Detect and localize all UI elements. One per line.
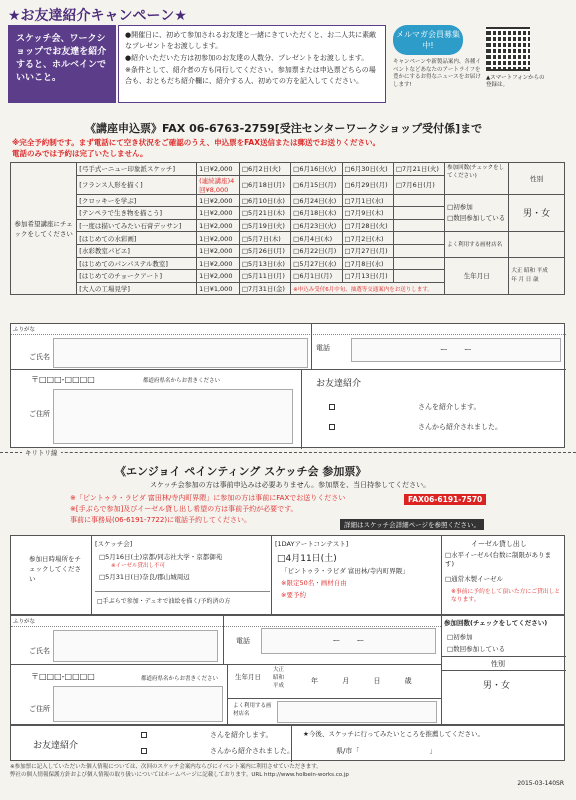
friend2-block <box>10 725 565 761</box>
course-price <box>197 219 240 232</box>
birth2-label: 生年月日 <box>235 673 261 681</box>
course-name <box>77 282 197 295</box>
course-date[interactable] <box>239 232 290 245</box>
course-name-text: [はじめての水彩画] <box>79 234 137 243</box>
sex2-value[interactable]: 男・女 <box>483 681 511 691</box>
course-note-1: ※完全予約制です。まず電話にて空き状況をご確認のうえ、申込票をFAX送信または郵送でお送りください。 <box>12 138 380 147</box>
friend2-option-1-text: さんを紹介します。 <box>210 731 273 739</box>
course-name <box>77 257 197 270</box>
sketch-note-2: ※[手ぶらで参加]及びイーゼル貸し出し希望の方は事前予約が必要です。 <box>70 505 298 513</box>
course-date[interactable] <box>342 219 393 232</box>
count-repeat[interactable]: □数回参加している <box>447 213 506 222</box>
course-price-text: 1日¥2,000 <box>199 196 233 205</box>
friend2-title: お友達紹介 <box>33 741 79 751</box>
course-date-text: □5月21日(木) <box>241 209 285 218</box>
address2-field[interactable] <box>53 686 223 722</box>
postal2-field[interactable]: 〒□□□-□□□□ <box>31 672 95 681</box>
course-date[interactable] <box>239 194 290 207</box>
course-name-text: [水彩教室パビエ] <box>79 247 130 256</box>
course-date-text: □5月27日(水) <box>293 259 337 268</box>
sex-value[interactable] <box>509 194 565 232</box>
course-price-text: 1日¥2,000 <box>199 165 233 174</box>
course-date-text: □5月19日(火) <box>241 222 285 231</box>
course-date-text: □7月31日(金) <box>241 285 285 294</box>
course-date[interactable] <box>291 257 342 270</box>
sketch-note-3: 事前に事務局(06-6191-7722)に電話予約してください。 <box>70 516 252 524</box>
course-name <box>77 232 197 245</box>
course-date-text: □7月21日(火) <box>395 165 439 174</box>
course-date-text: □6月23日(火) <box>293 222 337 231</box>
course-date[interactable] <box>239 219 290 232</box>
course-price-text: 1日¥1,000 <box>199 285 233 294</box>
tel2-label: 電話 <box>236 637 250 645</box>
course-name-text: [フランス人形を描く] <box>79 181 143 190</box>
furigana2-label: ふりがな <box>13 619 36 625</box>
course-price <box>197 207 240 220</box>
campaign-details <box>118 25 386 103</box>
course-name <box>77 270 197 283</box>
course-date[interactable] <box>291 232 342 245</box>
course-table <box>10 162 565 295</box>
course-left-label-text: 参加希望講座にチェックをしてください <box>14 219 73 238</box>
course-date[interactable] <box>393 219 444 232</box>
shop2-field[interactable] <box>277 701 437 723</box>
friend-intro-1-text: さんを紹介します。 <box>418 403 481 411</box>
easel-option-1[interactable]: □水平イーゼル(台数に制限があります) <box>445 551 552 568</box>
friend2-option-1-checkbox[interactable] <box>141 732 147 738</box>
sex-head-text: 性別 <box>530 174 544 183</box>
easel-head: イーゼル貸し出し <box>471 540 527 548</box>
course-price <box>197 194 240 207</box>
course-name <box>77 163 197 176</box>
friend-intro-2[interactable] <box>329 422 502 432</box>
course-date[interactable] <box>239 244 290 257</box>
name2-field[interactable] <box>53 630 218 662</box>
course-price-text: (連続講座)4回¥8,000 <box>199 176 235 194</box>
birth-label <box>445 257 509 295</box>
oneday-place: 「ピントゥラ・ラビダ 富田林/寺内町界隈」 <box>281 567 409 575</box>
qr-caption: ▲スマートフォンからの登録は。 <box>486 75 545 88</box>
participant-block <box>10 615 565 725</box>
friend2-option-2-checkbox[interactable] <box>141 748 147 754</box>
course-date[interactable] <box>342 163 393 176</box>
course-date[interactable] <box>239 270 290 283</box>
course-date-note <box>291 282 445 295</box>
course-date[interactable] <box>393 163 444 176</box>
campaign-banner <box>8 5 568 105</box>
course-name <box>77 219 197 232</box>
course-date-text: □6月29日(月) <box>344 181 388 190</box>
course-name-text: [クロッキーを学ぶ] <box>79 196 137 205</box>
course-date-text: □6月15日(月) <box>293 181 337 190</box>
cut-line-label: キリトリ線 <box>22 448 61 457</box>
footer <box>10 763 570 779</box>
course-price <box>197 257 240 270</box>
count-head-text: 参加回数(チェックをしてください) <box>447 165 505 179</box>
sketch-option-3[interactable]: □手ぶらで参加・デュオで油絵を描く/予約済の方 <box>97 598 231 605</box>
oneday-limit: ※限定50名・画材自由 <box>281 579 347 587</box>
fax-number-badge: FAX06-6191-7570 <box>404 494 486 505</box>
course-date[interactable] <box>291 194 342 207</box>
course-date-text: □5月11日(月) <box>241 272 285 281</box>
course-date-text: □6月22日(月) <box>293 247 337 256</box>
course-date-text: □6月24日(水) <box>293 196 337 205</box>
shop2-label: よく利用する画材店名 <box>233 703 272 717</box>
course-price-text: 1日¥2,000 <box>199 209 233 218</box>
course-date-text: □6月18日(月) <box>241 181 285 190</box>
recommend-field[interactable]: 県/市「 」 <box>336 747 437 755</box>
friend2-option-1[interactable] <box>141 730 272 740</box>
birth-label-text: 生年月日 <box>463 272 490 281</box>
campaign-point-1: ●開催日に、初めて参加されるお友達と一緒にきていただくと、お二人共に素敵なプレゼントをお渡しします。 <box>125 31 377 50</box>
course-price <box>197 244 240 257</box>
course-date-text: □6月18日(木) <box>293 209 337 218</box>
footer-line-2: 弊社の個人情報保護方針および個人情報の取り扱いについてはホームページに記載しております。URL http://www.holbein-works.co.jp <box>10 772 349 778</box>
course-date[interactable] <box>239 282 290 295</box>
course-date[interactable] <box>239 207 290 220</box>
doc-code: 2015-03-140SR <box>517 780 564 787</box>
course-note-2: 電話のみでは予約は完了いたしません。 <box>12 149 148 158</box>
recommend-label: ★今後、スケッチに行ってみたいところを推薦してください。 <box>303 730 485 738</box>
course-name-text: [大人の工場見学] <box>79 285 130 294</box>
course-date[interactable] <box>393 194 444 207</box>
tel-field[interactable]: ー ー <box>351 338 561 362</box>
applicant-block <box>10 323 565 448</box>
course-price <box>197 270 240 283</box>
course-price <box>197 163 240 176</box>
oneday-reserve: ※要予約 <box>281 591 306 599</box>
detail-badge: 詳細はスケッチ会詳細ページを参照ください。 <box>340 519 484 530</box>
course-date-text: □7月27日(月) <box>344 247 388 256</box>
address-label: ご住所 <box>29 410 50 418</box>
course-row <box>11 232 565 245</box>
course-date-text: □7月28日(火) <box>344 222 388 231</box>
shop-label-text: よく利用する画材店名 <box>447 242 503 249</box>
birth-ymd: 年 月 日 歳 <box>511 276 539 283</box>
mailmag-text: キャンペーンや新製品案内、各種イベントなどあなたのアートライフを豊かにするお得なニュースをお届けします! <box>393 59 481 88</box>
course-row <box>11 257 565 270</box>
course-date[interactable] <box>291 175 342 194</box>
course-date-text: □6月4日(木) <box>293 234 333 243</box>
sketch-form-title: 《エンジョイ ペインティング スケッチ会 参加票》 <box>115 465 367 478</box>
course-date[interactable] <box>342 257 393 270</box>
course-price-text: 1日¥2,000 <box>199 259 233 268</box>
course-date[interactable] <box>342 175 393 194</box>
name-field[interactable] <box>53 338 308 368</box>
birth2-era: 大正 昭和 平成 <box>273 667 285 689</box>
campaign-title: ★お友達紹介キャンペーン★ <box>8 8 187 24</box>
course-date[interactable] <box>342 232 393 245</box>
course-date-text: □5月26日(月) <box>241 247 285 256</box>
course-date[interactable] <box>291 207 342 220</box>
course-date-text: □6月16日(火) <box>293 165 337 174</box>
course-name-text: [はじめてのチョークアート] <box>79 272 162 281</box>
course-date-text: □6月1日(月) <box>293 272 333 281</box>
course-date[interactable] <box>239 175 290 194</box>
course-row <box>11 194 565 207</box>
oneday-option[interactable]: □4月11日(土) <box>277 554 337 564</box>
course-date-text: □7月9日(木) <box>344 209 384 218</box>
course-date-text: □6月10日(水) <box>241 196 285 205</box>
course-date-text: □7月8日(水) <box>344 259 384 268</box>
course-form-note <box>12 137 572 159</box>
campaign-left-text: スケッチ会、ワークショップでお友達を紹介すると、ホルベインでいいこと。 <box>8 25 116 103</box>
sex2-head: 性別 <box>491 660 505 668</box>
course-date[interactable] <box>291 163 342 176</box>
sketch-option-1-note: ※イーゼル貸出し不可 <box>111 563 165 569</box>
birth2-ymd[interactable]: 年 月 日 歳 <box>311 677 412 685</box>
course-date-text: □6月2日(火) <box>241 165 281 174</box>
campaign-point-3: ※条件として、紹介者の方も同行してください。参加票または申込票どちらの場合も、おともだち紹介欄に、紹介する人、初めての方を記入してください。 <box>125 66 376 85</box>
address-field[interactable] <box>53 389 293 444</box>
sex-value-text: 男・女 <box>523 209 551 220</box>
course-date[interactable] <box>393 207 444 220</box>
mailmag-bubble: メルマガ会員募集中! <box>393 25 463 55</box>
postal-code-field[interactable]: 〒□□□-□□□□ <box>31 375 95 384</box>
course-name-text: [はじめてのパンパステル教室] <box>79 259 168 268</box>
course-date[interactable] <box>393 232 444 245</box>
campaign-point-2: ●紹介いただいた方は初参加のお友達の人数分、プレゼントをお渡しします。 <box>125 54 369 62</box>
course-price <box>197 175 240 194</box>
sketch-note-1: ※「ピントゥラ・ラビダ 富田林/寺内町界隈」に参加の方は事前にFAXでお送りください <box>70 494 346 502</box>
course-date-text: □7月1日(水) <box>344 196 384 205</box>
count2-head: 参加回数(チェックをしてください) <box>444 619 548 627</box>
sketch-head: [スケッチ会] <box>95 540 133 548</box>
course-price-text: 1日¥2,000 <box>199 234 233 243</box>
course-name <box>77 175 197 194</box>
name-label: ご氏名 <box>29 353 50 361</box>
course-price-text: 1日¥2,000 <box>199 272 233 281</box>
course-date[interactable] <box>239 257 290 270</box>
course-date-text: □7月2日(木) <box>344 234 384 243</box>
course-date[interactable] <box>393 244 444 257</box>
friend2-option-2-text: さんから紹介されました。 <box>210 747 294 755</box>
sketch-option-1[interactable]: □5月16日(土)京都/同志社大学・京都御苑 <box>99 553 223 561</box>
easel-note: ※事前に予約をして頂いた方にご貸出しとなります。 <box>451 589 561 603</box>
course-date[interactable] <box>291 270 342 283</box>
sketch-form-sub: スケッチ会参加の方は事前申込みは必要ありません。参加票を、当日持参してください。 <box>150 481 431 489</box>
course-date[interactable] <box>342 207 393 220</box>
address2-hint: 都道府県名からお書きください <box>141 676 219 682</box>
friend2-option-2[interactable] <box>141 746 294 756</box>
sketch-option-2[interactable]: □5月31日(日)奈良/郡山城周辺 <box>99 573 190 581</box>
footer-line-1: ※参加票に記入していただいた個人情報については、次回のスケッチ会案内ならびにイベント案内に利用させていただきます。 <box>10 764 322 770</box>
course-left-label <box>11 163 77 295</box>
cut-line <box>0 452 576 453</box>
course-date[interactable] <box>393 270 444 283</box>
course-price <box>197 232 240 245</box>
furigana-label: ふりがな <box>13 327 36 333</box>
friend-intro-title: お友達紹介 <box>316 379 362 389</box>
count2-repeat[interactable]: □数回参加している <box>447 645 506 653</box>
course-name-text: [一度は描いてみたい石膏デッサン] <box>79 222 182 231</box>
course-price <box>197 282 240 295</box>
friend-intro-2-text: さんから紹介されました。 <box>418 423 502 431</box>
course-date-text: □5月7日(木) <box>241 234 281 243</box>
birth-era: 大正 昭和 平成 <box>511 267 548 274</box>
count2-first[interactable]: □初参加 <box>447 633 473 641</box>
course-date-text: □5月13日(水) <box>241 259 285 268</box>
course-date[interactable] <box>291 219 342 232</box>
course-date-note-text: ※申込み受付6月中旬、抽選等交通案内をお送りします。 <box>293 286 433 293</box>
course-date[interactable] <box>342 270 393 283</box>
course-date[interactable] <box>342 244 393 257</box>
course-date[interactable] <box>393 257 444 270</box>
name2-label: ご氏名 <box>29 647 50 655</box>
tel-label: 電話 <box>316 344 330 352</box>
course-price-text: 1日¥2,000 <box>199 222 233 231</box>
easel-option-2[interactable]: □通常木製イーゼル <box>445 575 504 583</box>
friend-intro-1-checkbox[interactable] <box>329 404 335 410</box>
course-form-title: 《講座申込票》FAX 06-6763-2759[受注センターワークショップ受付係]まで <box>85 122 483 135</box>
shop-field[interactable] <box>509 232 565 257</box>
course-name-text: [テンペラで生き物を描こう] <box>79 209 163 218</box>
address-hint: 都道府県名からお書きください <box>143 378 221 384</box>
course-date[interactable] <box>239 163 290 176</box>
oneday-head: [1DAYアートコンテスト] <box>275 540 349 548</box>
course-date-text: □7月13日(月) <box>344 272 388 281</box>
course-price-text: 1日¥2,000 <box>199 247 233 256</box>
course-date-text: □7月6日(月) <box>395 181 435 190</box>
course-name-text: [弓手式ーニュー印象派スケッチ] <box>79 165 176 174</box>
friend-intro-2-checkbox[interactable] <box>329 424 335 430</box>
count-first[interactable]: □初参加 <box>447 202 473 211</box>
shop-label <box>445 232 509 257</box>
course-date[interactable] <box>342 194 393 207</box>
address2-label: ご住所 <box>29 705 50 713</box>
sex-head <box>509 163 565 195</box>
course-name <box>77 194 197 207</box>
count-options[interactable] <box>445 194 509 232</box>
course-name <box>77 244 197 257</box>
qr-code-overlay <box>486 27 530 71</box>
course-row <box>11 163 565 176</box>
tel2-field[interactable]: ー ー <box>261 628 436 654</box>
friend-intro-1[interactable] <box>329 402 480 412</box>
course-date[interactable] <box>393 175 444 194</box>
sketch-options-block <box>10 535 565 615</box>
course-date[interactable] <box>291 244 342 257</box>
birth-field[interactable] <box>509 257 565 295</box>
count-head <box>445 163 509 195</box>
sketch-left-label: 参加日時場所をチェックしてください <box>29 555 81 583</box>
course-date-text: □6月30日(火) <box>344 165 388 174</box>
course-name <box>77 207 197 220</box>
